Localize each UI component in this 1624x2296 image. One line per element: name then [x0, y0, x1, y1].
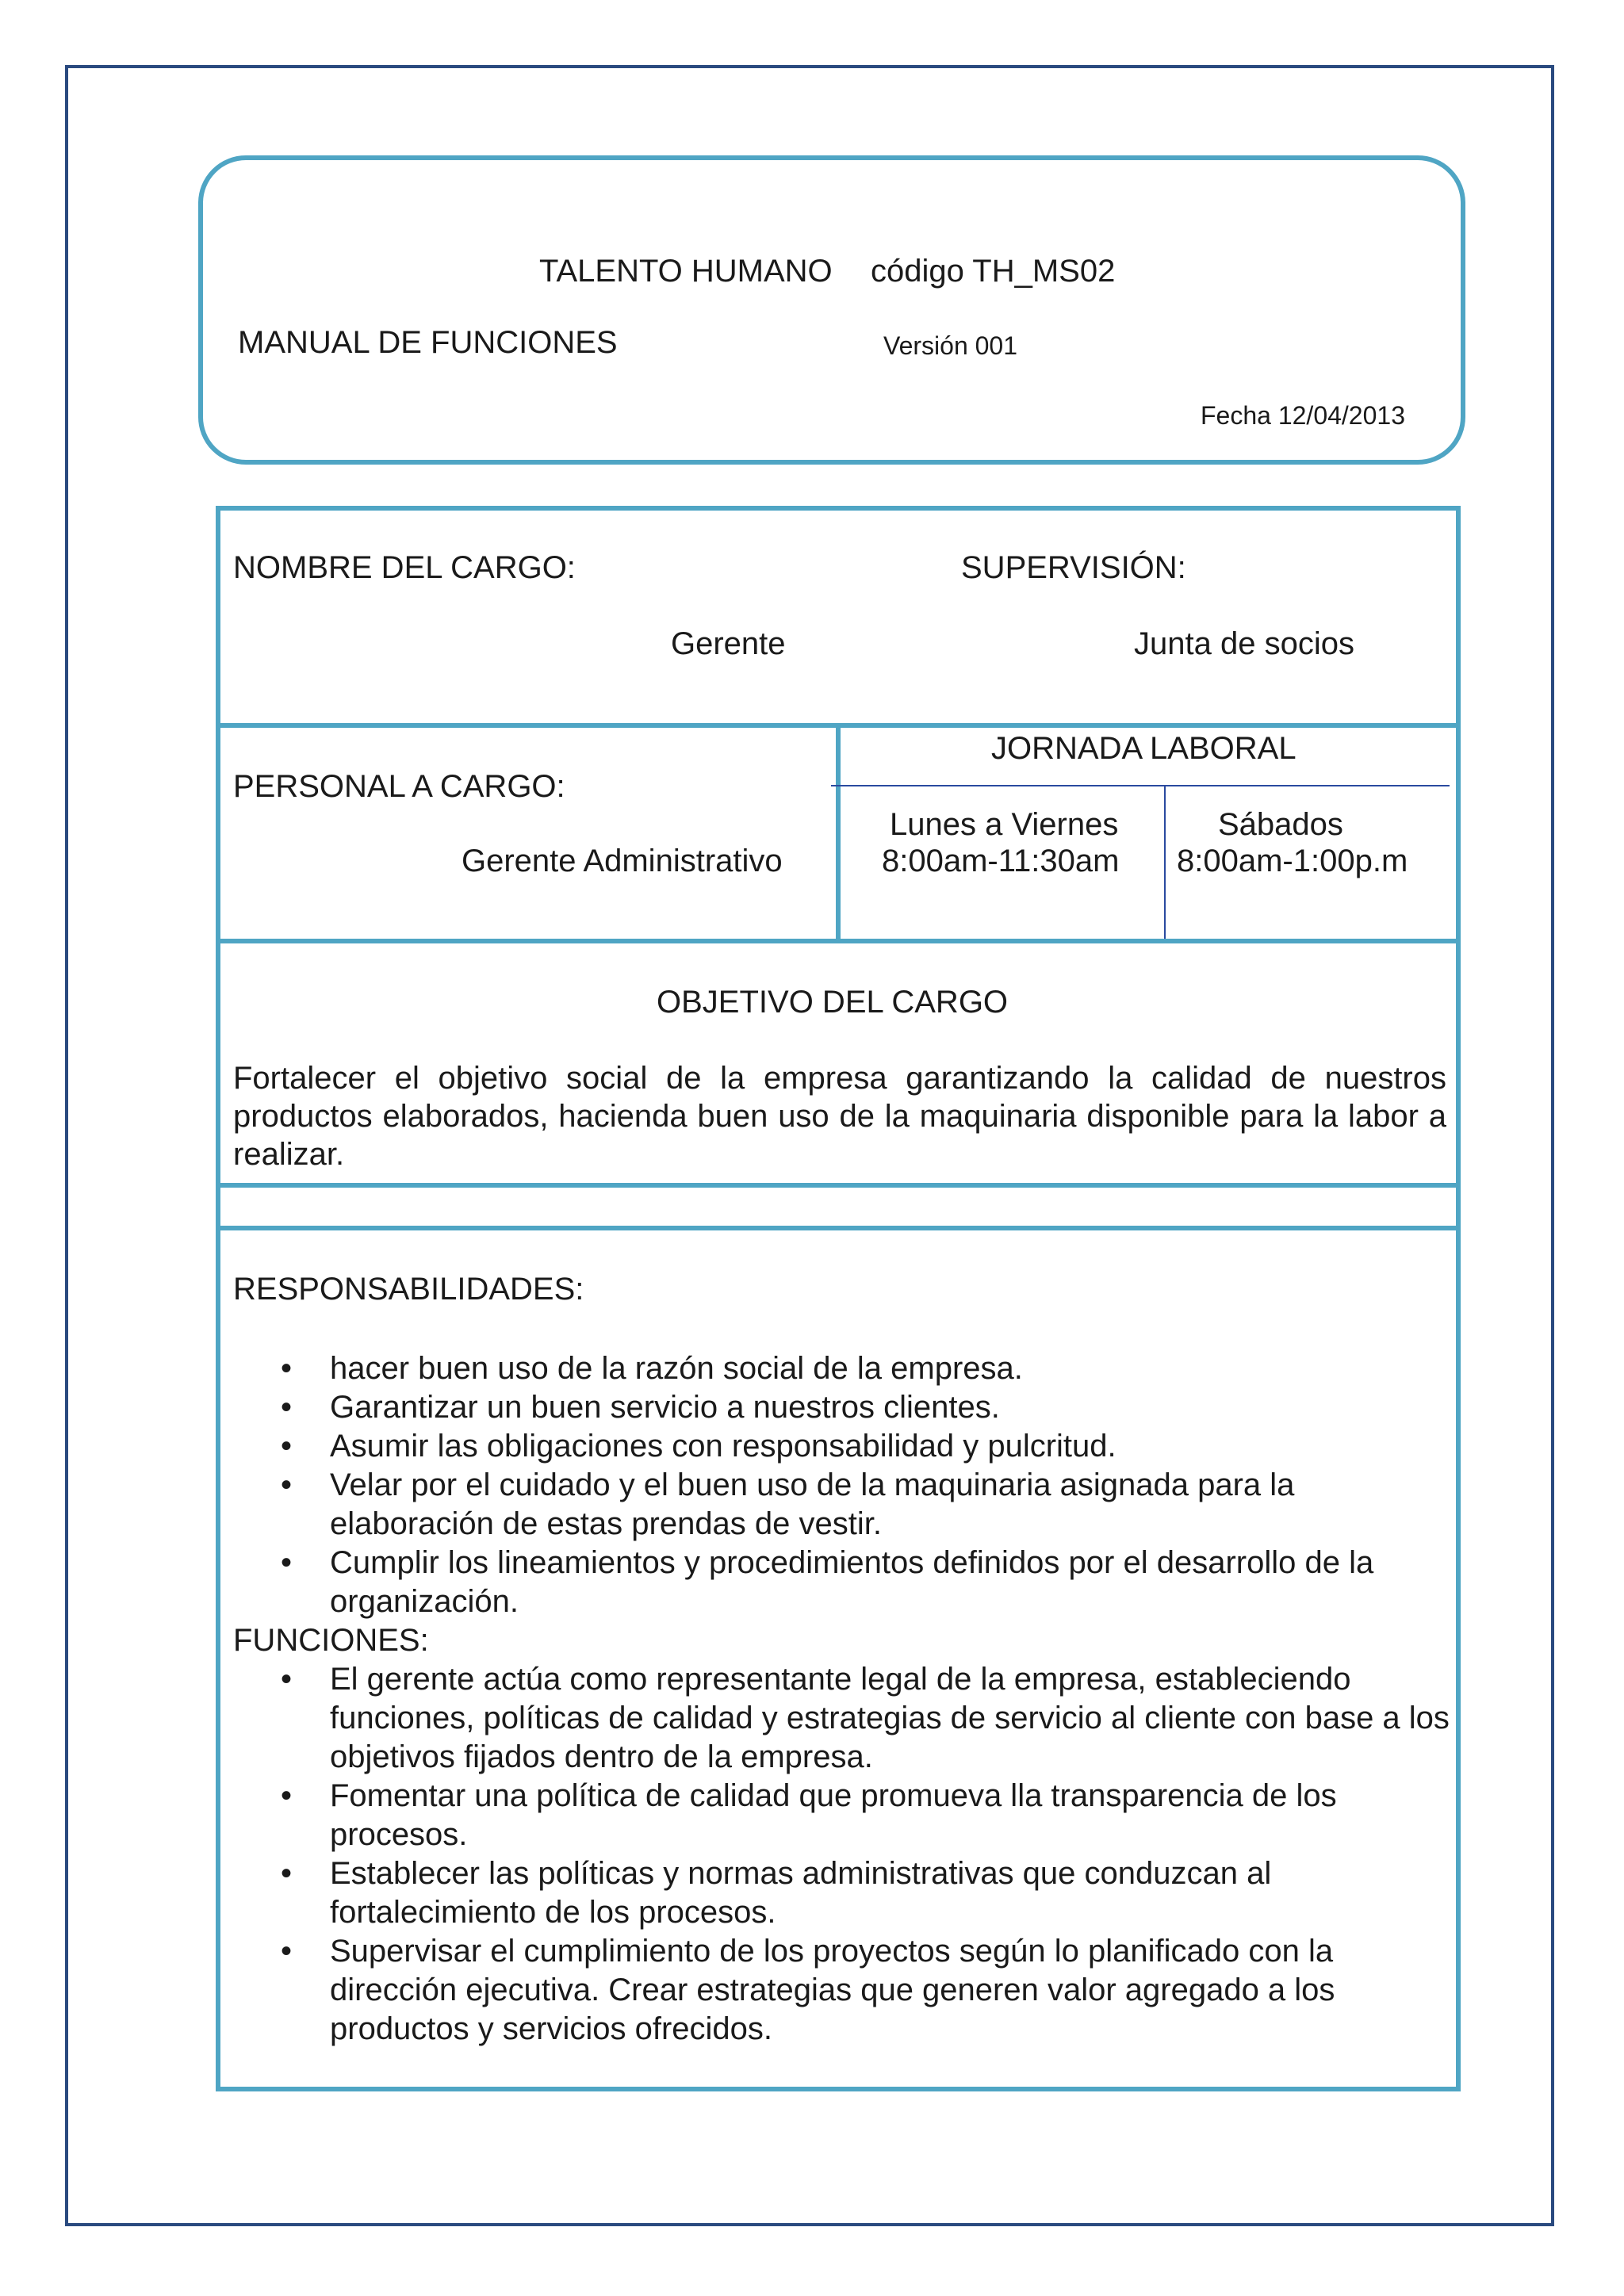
schedule-title: JORNADA LABORAL — [991, 731, 1297, 766]
column-divider — [836, 723, 841, 943]
position-name-label: NOMBRE DEL CARGO: — [233, 550, 576, 585]
department-title: TALENTO HUMANO — [539, 254, 833, 289]
document-code: código TH_MS02 — [871, 254, 1116, 289]
row-divider — [216, 1226, 1461, 1230]
list-item: • Establecer las políticas y normas administrativas que conduzcan al fortalecimiento de los procesos. — [281, 1856, 1272, 1930]
list-item: • Supervisar el cumplimiento de los proyectos según lo planificado con la dirección ejecutiva. Crear estrategias que generen valor agregado a los productos y servicios ofrecidos. — [281, 1934, 1335, 2046]
list-item: • Asumir las obligaciones con responsabilidad y pulcritud. — [233, 1427, 1454, 1466]
bullet-icon: • — [281, 1934, 293, 1969]
list-item: • Cumplir los lineamientos y procedimientos definidos por el desarrollo de la organización. — [281, 1545, 1374, 1619]
saturday-hours: 8:00am-1:00p.m — [1177, 844, 1408, 878]
position-name-value: Gerente — [671, 626, 786, 661]
weekdays-hours: 8:00am-11:30am — [882, 844, 1120, 878]
manual-title: MANUAL DE FUNCIONES — [238, 325, 618, 360]
responsibilities-title: RESPONSABILIDADES: — [233, 1272, 584, 1307]
bullet-icon: • — [281, 1856, 293, 1891]
saturday-label: Sábados — [1218, 807, 1343, 842]
objective-title: OBJETIVO DEL CARGO — [657, 985, 1009, 1020]
bullet-icon: • — [281, 1351, 293, 1386]
list-item: • Velar por el cuidado y el buen uso de la maquinaria asignada para la elaboración de estas prendas de vestir. — [281, 1468, 1295, 1541]
responsibilities-list — [233, 1349, 1454, 1621]
list-item: • Garantizar un buen servicio a nuestros clientes. — [233, 1388, 1454, 1427]
bullet-icon: • — [281, 1390, 293, 1425]
weekdays-label: Lunes a Viernes — [890, 807, 1119, 842]
objective-text: Fortalecer el objetivo social de la empresa garantizando la calidad de nuestros productos elaborados, hacienda buen uso de la maquinaria disponible para la labor a realizar. — [233, 1061, 1446, 1172]
list-item: • hacer buen uso de la razón social de la empresa. — [233, 1349, 1454, 1388]
staff-label: PERSONAL A CARGO: — [233, 769, 565, 804]
bullet-icon: • — [281, 1778, 293, 1813]
list-item: • El gerente actúa como representante legal de la empresa, estableciendo funciones, políticas de calidad y estrategias de servicio al cliente con base a los objetivos fijados dentro de la empresa. — [281, 1662, 1450, 1774]
bullet-icon: • — [281, 1429, 293, 1464]
version-label: Versión 001 — [883, 331, 1018, 360]
functions-title: FUNCIONES: — [233, 1623, 429, 1658]
bullet-icon: • — [281, 1468, 293, 1502]
bullet-icon: • — [281, 1545, 293, 1580]
bullet-icon: • — [281, 1662, 293, 1697]
schedule-divider — [831, 785, 1450, 786]
supervision-value: Junta de socios — [1134, 626, 1354, 661]
schedule-column-divider — [1164, 785, 1166, 939]
staff-value: Gerente Administrativo — [462, 844, 783, 878]
date-label: Fecha 12/04/2013 — [1201, 401, 1405, 430]
list-item: • Fomentar una política de calidad que promueva lla transparencia de los procesos. — [281, 1778, 1337, 1852]
responsibilities-and-functions — [233, 1349, 1454, 2049]
functions-list — [233, 1660, 1454, 2049]
row-divider — [216, 1183, 1461, 1188]
supervision-label: SUPERVISIÓN: — [961, 550, 1186, 585]
